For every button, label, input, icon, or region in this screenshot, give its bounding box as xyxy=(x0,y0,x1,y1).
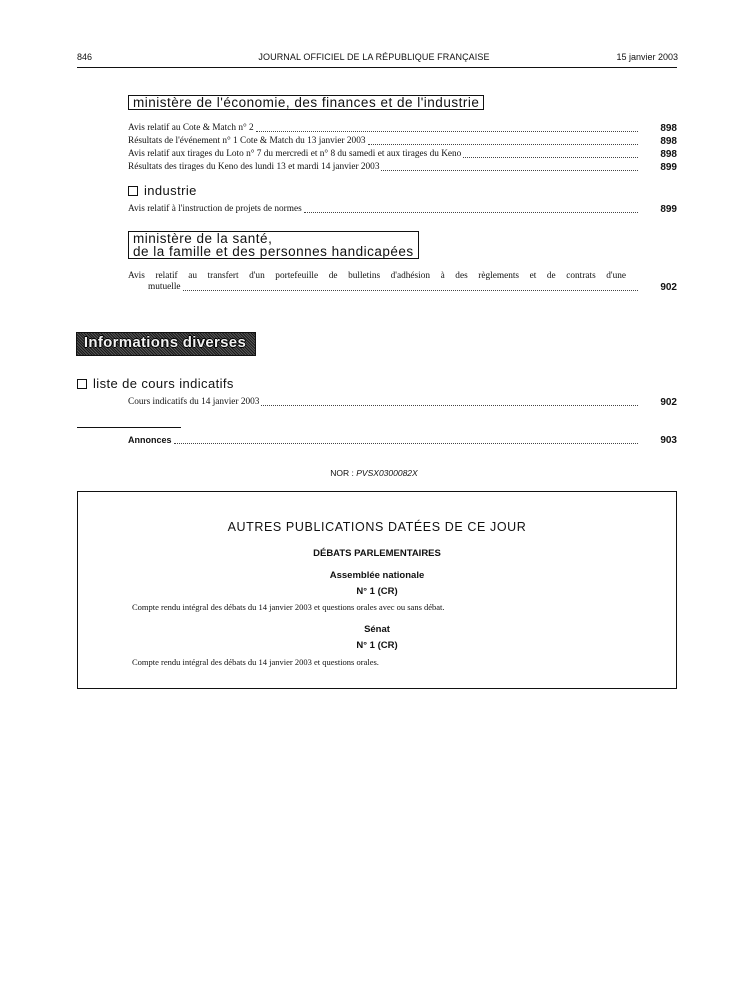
toc-entry[interactable] xyxy=(128,204,677,215)
toc-entry[interactable] xyxy=(128,123,677,134)
toc-entry[interactable] xyxy=(128,397,677,408)
issue-date: 15 janvier 2003 xyxy=(616,52,678,62)
checkbox-icon xyxy=(128,186,138,196)
toc-entry-page: 899 xyxy=(660,204,677,215)
toc-entry-annonces[interactable] xyxy=(128,435,677,446)
toc-entry-text: Résultats de l'événement n° 1 Cote & Match du 13 janvier 2003 xyxy=(128,136,366,146)
toc-entry[interactable] xyxy=(128,162,677,173)
dot-leader xyxy=(304,212,638,213)
page-number: 846 xyxy=(77,52,93,62)
subsection-industrie xyxy=(128,183,197,198)
subsection-cours xyxy=(77,376,234,391)
journal-title: JOURNAL OFFICIEL DE LA RÉPUBLIQUE FRANÇAISE xyxy=(258,52,490,62)
assemblee-heading: Assemblée nationale xyxy=(329,570,425,581)
toc-entry-page: 898 xyxy=(660,123,677,134)
toc-entry-page: 902 xyxy=(660,397,677,408)
dot-leader xyxy=(368,144,638,145)
toc-entry[interactable] xyxy=(128,136,677,147)
banner-label: Informations diverses xyxy=(83,334,247,351)
section-rule xyxy=(77,427,181,428)
toc-entry-text-line1: Avis relatif au transfert d'un portefeuille de bulletins d'adhésion à des règlements et de contrats d'une xyxy=(128,271,626,281)
dot-leader xyxy=(174,443,638,444)
toc-entry[interactable] xyxy=(128,282,677,293)
senat-heading: Sénat xyxy=(364,624,390,635)
section-heading-line: de la famille et des personnes handicapées xyxy=(133,244,414,259)
section-heading-line: ministère de la santé, xyxy=(133,231,273,246)
toc-entry-text: Avis relatif à l'instruction de projets de normes xyxy=(128,204,302,214)
nor-reference xyxy=(0,468,748,478)
publications-title: AUTRES PUBLICATIONS DATÉES DE CE JOUR xyxy=(227,520,527,534)
toc-entry-text: Cours indicatifs du 14 janvier 2003 xyxy=(128,397,260,407)
toc-entry-page: 898 xyxy=(660,136,677,147)
senat-number: N° 1 (CR) xyxy=(356,640,398,651)
toc-entry-page: 903 xyxy=(660,435,677,446)
dot-leader xyxy=(381,170,638,171)
senat-description: Compte rendu intégral des débats du 14 janvier 2003 et questions orales. xyxy=(132,657,379,667)
checkbox-icon xyxy=(77,379,87,389)
toc-entry-text: Annonces xyxy=(128,435,172,445)
toc-entry-page: 898 xyxy=(660,149,677,160)
subsection-heading: industrie xyxy=(144,183,197,198)
section-heading-sante xyxy=(128,231,419,259)
toc-entry-text: Avis relatif au Cote & Match n° 2 xyxy=(128,123,254,133)
assemblee-number: N° 1 (CR) xyxy=(356,586,398,597)
dot-leader xyxy=(183,290,638,291)
toc-entry-text: Avis relatif aux tirages du Loto n° 7 du mercredi et n° 8 du samedi et aux tirages du Keno xyxy=(128,149,462,159)
header-rule xyxy=(77,67,677,68)
assemblee-description: Compte rendu intégral des débats du 14 janvier 2003 et questions orales avec ou sans débat. xyxy=(132,602,445,612)
debats-heading: DÉBATS PARLEMENTAIRES xyxy=(313,548,441,559)
toc-entry-page: 902 xyxy=(660,282,677,293)
dot-leader xyxy=(463,157,638,158)
nor-label: NOR : xyxy=(330,468,354,478)
toc-entry[interactable] xyxy=(128,149,677,160)
dot-leader xyxy=(261,405,638,406)
dot-leader xyxy=(256,131,638,132)
toc-entry-text: mutuelle xyxy=(148,282,181,292)
section-heading-economie: ministère de l'économie, des finances et de l'industrie xyxy=(128,95,484,110)
subsection-heading: liste de cours indicatifs xyxy=(93,376,234,391)
nor-code: PVSX0300082X xyxy=(356,468,418,478)
toc-entry-page: 899 xyxy=(660,162,677,173)
toc-entry-text: Résultats des tirages du Keno des lundi 13 et mardi 14 janvier 2003 xyxy=(128,162,380,172)
